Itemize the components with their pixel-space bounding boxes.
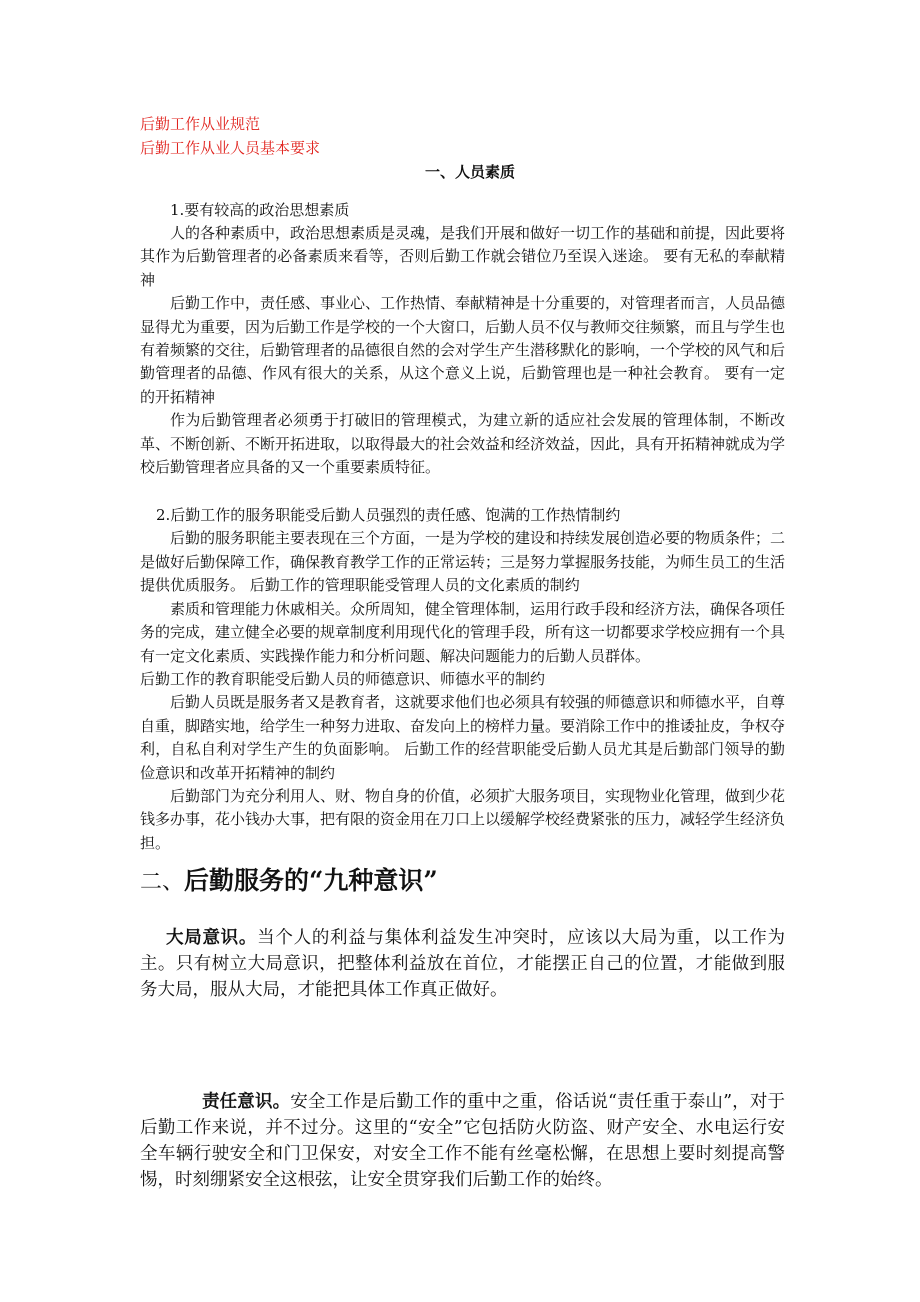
- item-1-paragraph-1: 人的各种素质中，政治思想素质是灵魂，是我们开展和做好一切工作的基础和前提，因此要将其作为后勤管理者的必备素质来看等，否则后勤工作就会错位乃至误入迷途。 要有无私的奉献精神: [140, 224, 786, 289]
- item-2-paragraph-1: 后勤的服务职能主要表现在三个方面，一是为学校的建设和持续发展创造必要的物质条件；二是做好后勤保障工作，确保教育教学工作的正常运转；三是努力掌握服务技能，为师生员工的生活提供优质服务。 后勤工作的管理职能受管理人员的文化素质的制约: [140, 529, 786, 595]
- item-2-line: 后勤工作的教育职能受后勤人员的师德意识、师德水平的制约: [140, 669, 546, 688]
- section-heading-personnel-quality: 一、人员素质: [424, 163, 515, 181]
- awareness-lead-responsibility: 责任意识。: [202, 1092, 291, 1113]
- document-subtitle: 后勤工作从业人员基本要求: [140, 139, 321, 157]
- section-2-title: 后勤服务的“九种意识”: [184, 866, 438, 896]
- document-page: [140, 112, 785, 1193]
- awareness-paragraph-overall: [140, 925, 785, 1003]
- section-2-heading: [140, 863, 785, 901]
- awareness-paragraph-responsibility: [140, 1089, 785, 1193]
- item-1-paragraph-3: 作为后勤管理者必须勇于打破旧的管理模式，为建立新的适应社会发展的管理体制，不断改革、不断创新、不断开拓进取，以取得最大的社会效益和经济效益，因此，具有开拓精神就成为学校后勤管理者应具备的又一个重要素质特征。: [140, 411, 786, 477]
- awareness-lead-overall: 大局意识。: [166, 928, 258, 949]
- document-title: 后勤工作从业规范: [140, 115, 261, 133]
- item-1-paragraph-2: 后勤工作中，责任感、事业心、工作热情、奉献精神是十分重要的，对管理者而言，人员品德显得尤为重要，因为后勤工作是学校的一个大窗口，后勤人员不仅与教师交往频繁，而且与学生也有着频繁的交往，后勤管理者的品德很自然的会对学生产生潜移默化的影响，一个学校的风气和后勤管理者的品德、作风有很大的关系，从这个意义上说，后勤管理也是一种社会教育。 要有一定的开拓精神: [140, 294, 786, 406]
- awareness-text-overall: 当个人的利益与集体利益发生冲突时，应该以大局为重，以工作为主。只有树立大局意识，把整体利益放在首位，才能摆正自己的位置，才能做到服务大局，服从大局，才能把具体工作真正做好。: [140, 928, 786, 1001]
- section-2-number: 二、: [140, 870, 185, 896]
- item-2-paragraph-4: 后勤部门为充分利用人、财、物自身的价值，必须扩大服务项目，实现物业化管理，做到少花钱多办事，花小钱办大事，把有限的资金用在刀口上以缓解学校经费紧张的压力，减轻学生经济负担。: [140, 786, 786, 852]
- item-1-heading: 1.要有较高的政治思想素质: [170, 201, 350, 219]
- item-2-paragraph-3: 后勤人员既是服务者又是教育者，这就要求他们也必须具有较强的师德意识和师德水平，自尊自重，脚踏实地，给学生一种努力进取、奋发向上的榜样力量。要消除工作中的推诿扯皮，争权夺利，自私自利对学生产生的负面影响。 后勤工作的经营职能受后勤人员尤其是后勤部门领导的勤俭意识和改革开拓精神的制约: [140, 693, 786, 782]
- awareness-text-responsibility: 安全工作是后勤工作的重中之重，俗话说“责任重于泰山”，对于后勤工作来说，并不过分。这里的“安全”它包括防火防盗、财产安全、水电运行安全车辆行驶安全和门卫保安，对安全工作不能有丝毫松懈，在思想上要时刻提高警惕，时刻绷紧安全这根弦，让安全贯穿我们后勤工作的始终。: [140, 1092, 785, 1191]
- item-2-paragraph-2: 素质和管理能力休戚相关。众所周知，健全管理体制，运用行政手段和经济方法，确保各项任务的完成，建立健全必要的规章制度利用现代化的管理手段，所有这一切都要求学校应拥有一个具有一定文化素质、实践操作能力和分析问题、解决问题能力的后勤人员群体。: [140, 599, 786, 665]
- item-2-heading: 2.后勤工作的服务职能受后勤人员强烈的责任感、饱满的工作热情制约: [156, 506, 621, 525]
